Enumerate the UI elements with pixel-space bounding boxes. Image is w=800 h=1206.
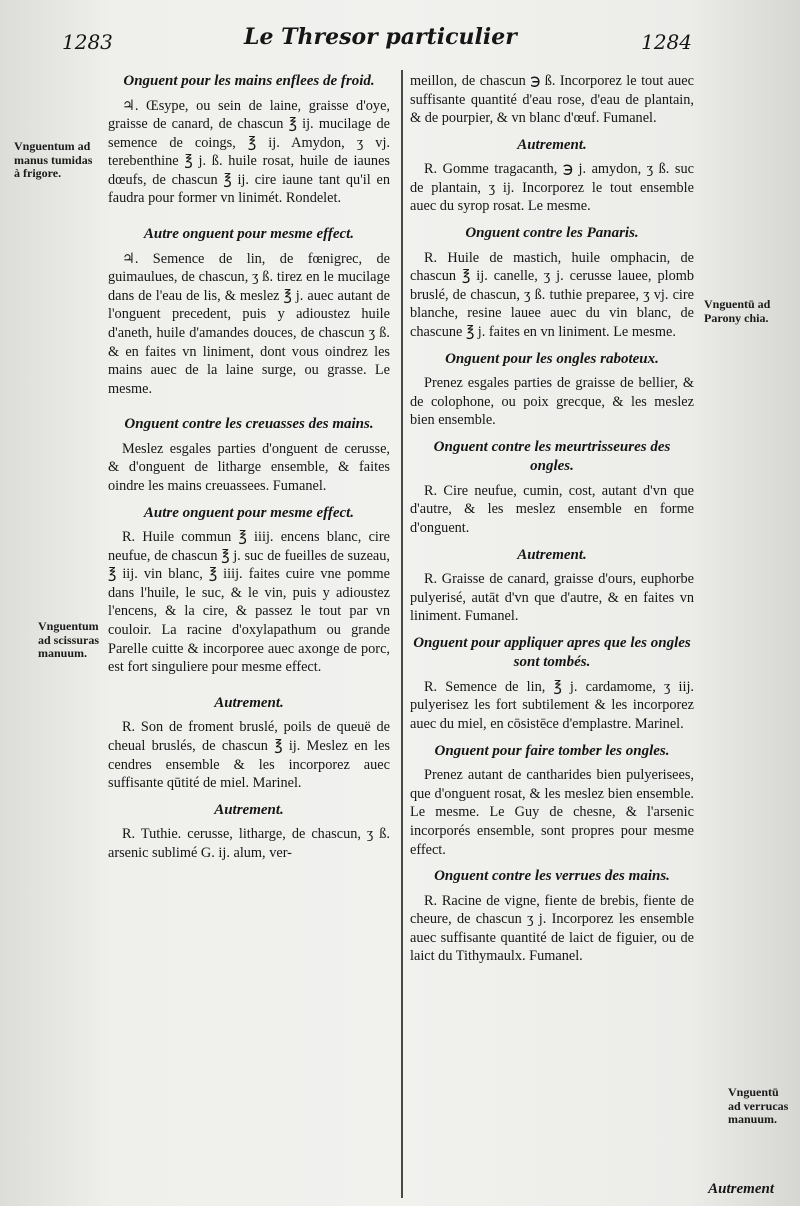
section-paragraph: R. Son de froment bruslé, poils de queuë de cheual bruslés, de chascun ℥ ij. Meslez en les cendres ensemble & les incorporez auec suffisante qūtité de miel. Marinel. [108,719,390,792]
section-paragraph: R. Huile commun ℥ iiij. encens blanc, cire neufue, de chascun ℥ j. suc de fueilles de suzeau, ℥ iij. vin blanc, ℥ iiij. faites cuire vne pomme dans l'huile, le suc, & le vin, puis y adioustez l'encens, & la cire, & passez le tout par vn couloir. La racine d'oxylapathum ou grande Parelle cuitte & incorporee auec axonge de porc, est fort singuliere pour mesme effect. [108,529,390,676]
section-paragraph: ♃. Semence de lin, de fœnigrec, de guimaulues, de chascun, ʒ ß. tirez en le mucilage dans de l'eau de lis, & meslez ℥ j. auec autant de l'onguent precedent, puis y adioustez huile d'aneth, huile d'amandes douces, de chascun ʒ ß. & en faites vn liniment, dont vous oindrez les mains auec de la laine surge, ou grasse. Le mesme. [108,250,390,397]
section-heading: Autrement. [214,694,284,711]
section-heading: Onguent pour les ongles raboteux. [445,350,659,367]
section-paragraph: Prenez esgales parties de graisse de bellier, & de colophone, ou poix grecque, & les meslez bien ensemble. [410,375,694,429]
section-heading: Autre onguent pour mesme effect. [143,504,355,521]
section-heading: Onguent pour les mains enflees de froid. [123,73,375,89]
margin-note-paronychia: Vnguentū ad Parony chia. [704,297,771,325]
section-paragraph: ♃. Œsype, ou sein de laine, graisse d'oye, graisse de canard, de chascun ℥ ij. mucilage de semence de coings, ℥ ij. Amydon, ʒ vj. terebenthine ℥ j. ß. huile rosat, huile de iaunes dœufs, de chascun ℥ ij. cire iaune tant qu'il en faudra pour former vn linimét. Rondelet. [108,97,390,207]
section-paragraph: R. Huile de mastich, huile omphacin, de chascun ℥ ij. canelle, ʒ j. cerusse lauee, plomb bruslé, de chascun, ʒ ß. tuthie preparee, ʒ vj. cire blanche, resine lauee auec du vin blanc, de chascune ℥ j. faites en vn liniment. Le mesme. [410,249,694,340]
section-paragraph: R. Graisse de canard, graisse d'ours, euphorbe pulуerisé, autāt d'vn que d'autre, & en faites vn liniment. Fumanel. [410,571,694,625]
section-paragraph: Prenez autant de cantharides bien pulуerisees, que d'onguent rosat, & les meslez bien ensemble. Le mesme. Le Guy de chesne, & l'arsenic incorporés ensemble, sont propres pour mesme effect. [410,767,694,858]
section-paragraph: R. Racine de vigne, fiente de brebis, fiente de cheure, de chascun ʒ j. Incorporez les ensemble auec suffisante quantité de laict de figuier, ou de laict du Tithymaulx. Fumanel. [410,892,694,965]
section-paragraph: R. Semence de lin, ℥ j. cardamome, ʒ iij. pulуerisez les fort subtilement & les incorporez auec du miel, en cōsistēce d'emplastre. Marinel. [410,678,694,733]
section-paragraph: Meslez esgales parties d'onguent de cerusse, & d'onguent de litharge ensemble, & faites oindre les mains creuassees. Fumanel. [108,440,390,494]
margin-note-manus-tumidas: Vnguentum ad manus tumidas à frigore. [14,139,93,180]
section-heading: Onguent pour faire tomber les ongles. [434,742,670,759]
left-column [108,72,390,870]
catchword: Autrement [708,1181,774,1197]
margin-note-scissuras: Vnguentum ad scissuras manuum. [38,619,100,660]
running-header [62,24,692,56]
section-heading: Onguent contre les verrues des mains. [434,868,670,885]
section-heading: Onguent contre les Panaris. [465,225,639,242]
section-heading: Onguent contre les creuasses des mains. [124,416,374,433]
section-paragraph: R. Cire neufue, cumin, cost, autant d'vn que d'autre, & les meslez ensemble en forme d'onguent. [410,482,694,536]
section-heading: Autre onguent pour mesme effect. [143,226,355,243]
section-heading: Onguent pour appliquer apres que les ongles sont tombés. [413,634,691,671]
section-paragraph: R. Tuthie. cerusse, litharge, de chascun, ʒ ß. arsenic sublimé G. ij. alum, ver- [108,826,390,861]
margin-note-verrucas: Vnguentū ad verrucas manuum. [728,1085,789,1126]
page-number-right: 1284 [641,30,692,54]
section-paragraph: R. Gomme tragacanth, ℈ j. amydon, ʒ ß. suc de plantain, ʒ ij. Incorporez le tout ensemble auec du syrop rosat. Le mesme. [410,161,694,215]
running-title: Le Thresor particulier [244,24,517,50]
section-heading: Autrement. [214,801,284,818]
page-number-left: 1283 [62,30,113,54]
section-heading: Autrement. [517,546,587,563]
section-heading: Autrement. [517,136,587,153]
section-heading: Onguent contre les meurtrisseures des ongles. [433,438,671,475]
continuation-paragraph: meillon, de chascun ℈ ß. Incorporez le tout auec suffisante quantité d'eau rose, d'eau de plantain, & de pourpier, & vn blanc d'œuf. Fumanel. [410,73,694,127]
column-divider [401,70,403,1198]
right-column [410,72,694,974]
